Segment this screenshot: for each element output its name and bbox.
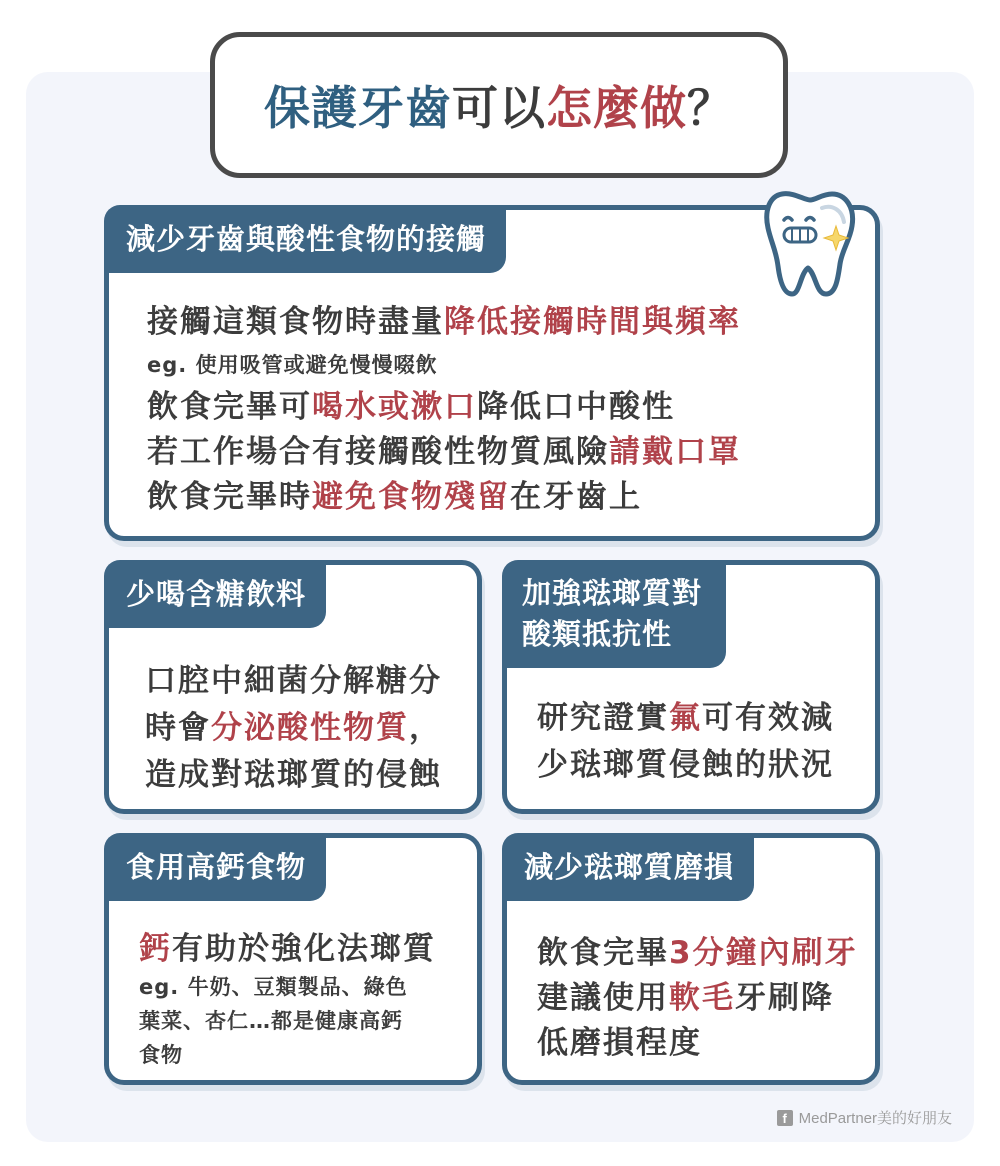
card-body [537,695,834,789]
tip-text: 時會 [145,710,211,746]
tip-line [537,976,858,1021]
tip-text: 若工作場合有接觸酸性物質風險 [147,434,609,470]
card-heading: 減少琺瑯質磨損 [502,833,754,901]
tip-line [147,430,741,475]
tip-line: 低磨損程度 [537,1025,702,1061]
example-line: 葉菜、杏仁…都是健康高鈣 [139,1009,403,1033]
tip-text: 接觸這類食物時盡量 [147,304,444,340]
card-body [537,931,858,1066]
page-title [210,32,788,178]
tip-line: 造成對琺瑯質的侵蝕 [145,757,442,793]
tip-text: 有助於強化法瑯質 [172,931,436,967]
tip-line [147,475,741,520]
footer-text: MedPartner美的好朋友 [798,1110,952,1127]
card-sugary-drinks [104,560,482,814]
example-line: eg. 牛奶、豆類製品、綠色 [139,975,408,999]
tip-highlight: 鈣 [139,931,172,967]
card-enamel-wear [502,833,880,1085]
tooth-mascot-icon [760,182,860,302]
tip-highlight: 請戴口罩 [609,434,741,470]
tip-text: ， [409,710,442,746]
tip-text: 建議使用 [537,980,669,1016]
heading-line: 加強琺瑯質對 [522,576,703,610]
card-body [147,300,741,520]
heading-line: 酸類抵抗性 [522,617,673,651]
title-part-3: 怎麼做 [546,81,687,135]
card-heading: 少喝含糖飲料 [104,560,326,628]
card-heading: 減少牙齒與酸性食物的接觸 [104,205,506,273]
card-high-calcium-food [104,833,482,1085]
tip-line [139,928,436,970]
tip-highlight: 分泌酸性物質 [211,710,409,746]
tip-line [537,931,858,976]
tip-text: 可有效減 [702,700,834,736]
card-heading [502,560,726,668]
example-line: eg. 使用吸管或避免慢慢啜飲 [147,353,438,377]
facebook-icon: f [777,1110,793,1126]
tip-text: 研究證實 [537,700,669,736]
tip-line [147,300,741,345]
example-line: 食物 [139,1043,183,1067]
title-part-1: 保護牙齒 [264,81,452,135]
tip-highlight: 喝水或漱口 [312,389,477,425]
footer-credit [777,1107,952,1128]
title-part-4: ？ [687,81,734,135]
tip-highlight: 軟毛 [669,980,735,1016]
tip-line: 口腔中細菌分解糖分 [145,663,442,699]
tip-line: 少琺瑯質侵蝕的狀況 [537,747,834,783]
tip-highlight: 降低接觸時間與頻率 [444,304,741,340]
title-part-2: 可以 [452,81,546,135]
tip-line [537,695,834,742]
tip-text: 飲食完畢時 [147,479,312,515]
tip-text: 飲食完畢 [537,935,669,971]
tip-line [147,385,741,430]
card-body [145,658,442,799]
tip-text: 在牙齒上 [510,479,642,515]
tip-highlight: 氟 [669,700,702,736]
tip-line [145,705,442,752]
tip-highlight: 3分鐘內刷牙 [669,935,858,971]
card-heading: 食用高鈣食物 [104,833,326,901]
card-enamel-acid-resistance [502,560,880,814]
card-body [139,928,436,1072]
tip-highlight: 避免食物殘留 [312,479,510,515]
tip-text: 降低口中酸性 [477,389,675,425]
tip-text: 飲食完畢可 [147,389,312,425]
tip-text: 牙刷降 [735,980,834,1016]
